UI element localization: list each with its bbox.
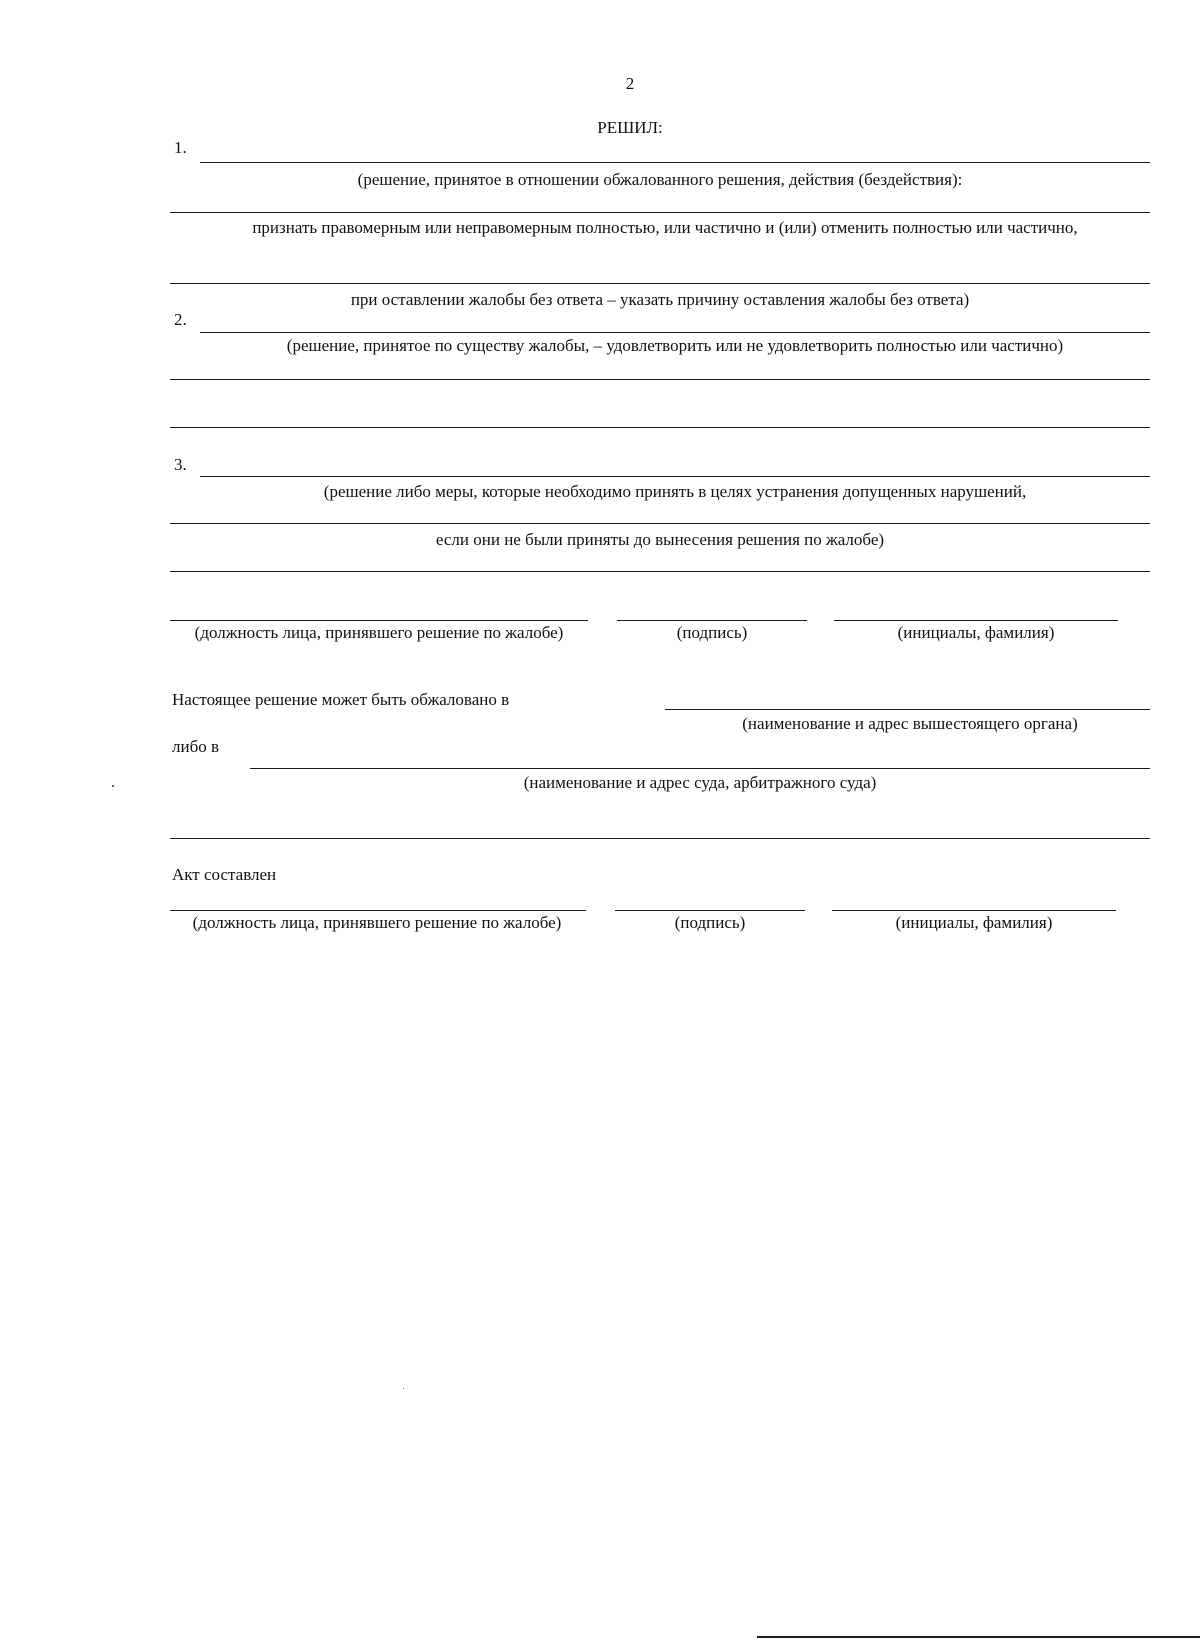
sig2-name-caption: (инициалы, фамилия) — [895, 913, 1053, 932]
act-label: Акт составлен — [172, 865, 277, 884]
sig1-signature-caption: (подпись) — [676, 623, 748, 642]
sig2-position-line — [170, 910, 586, 911]
item1-line-2 — [170, 212, 1150, 213]
page-number: 2 — [625, 74, 635, 93]
appeal-court-caption: (наименование и адрес суда, арбитражного суда) — [523, 773, 877, 792]
footer-line — [757, 1636, 1200, 1638]
appeal-text: Настоящее решение может быть обжаловано в — [172, 690, 510, 709]
item2-line-3 — [170, 427, 1150, 428]
item3-number: 3. — [174, 455, 187, 474]
item2-caption: (решение, принятое по существу жалобы, – удовлетворить или не удовлетворить полностью или частично) — [286, 336, 1064, 355]
item3-fill-line — [200, 476, 1150, 477]
appeal-higher-body-caption: (наименование и адрес вышестоящего органа) — [742, 714, 1078, 733]
sig1-position-line — [170, 620, 588, 621]
item3-caption-1: (решение либо меры, которые необходимо принять в целях устранения допущенных нарушений, — [323, 482, 1027, 501]
item2-line-2 — [170, 379, 1150, 380]
item1-fill-line — [200, 162, 1150, 163]
margin-dot — [112, 785, 114, 787]
decision-heading: РЕШИЛ: — [597, 118, 663, 137]
item1-caption-2: признать правомерным или неправомерным полностью, или частично и (или) отменить полностью или частично, — [252, 218, 1078, 237]
sig1-name-caption: (инициалы, фамилия) — [897, 623, 1055, 642]
appeal-court-line — [250, 768, 1150, 769]
item3-line-3 — [170, 571, 1150, 572]
item3-caption-2: если они не были приняты до вынесения решения по жалобе) — [435, 530, 885, 549]
appeal-higher-body-line — [665, 709, 1150, 710]
item1-caption-1: (решение, принятое в отношении обжалованного решения, действия (бездействия): — [357, 170, 963, 189]
item2-number: 2. — [174, 310, 187, 329]
item2-fill-line — [200, 332, 1150, 333]
appeal-extra-line — [170, 838, 1150, 839]
item3-line-2 — [170, 523, 1150, 524]
sig2-signature-line — [615, 910, 805, 911]
sig1-name-line — [834, 620, 1118, 621]
sig2-name-line — [832, 910, 1116, 911]
sig1-position-caption: (должность лица, принявшего решение по жалобе) — [194, 623, 564, 642]
scan-speck — [403, 1388, 404, 1389]
item1-number: 1. — [174, 138, 187, 157]
sig2-signature-caption: (подпись) — [674, 913, 746, 932]
sig1-signature-line — [617, 620, 807, 621]
sig2-position-caption: (должность лица, принявшего решение по жалобе) — [192, 913, 562, 932]
item1-caption-3: при оставлении жалобы без ответа – указать причину оставления жалобы без ответа) — [350, 290, 970, 309]
item1-line-3 — [170, 283, 1150, 284]
appeal-or-in: либо в — [172, 737, 220, 756]
